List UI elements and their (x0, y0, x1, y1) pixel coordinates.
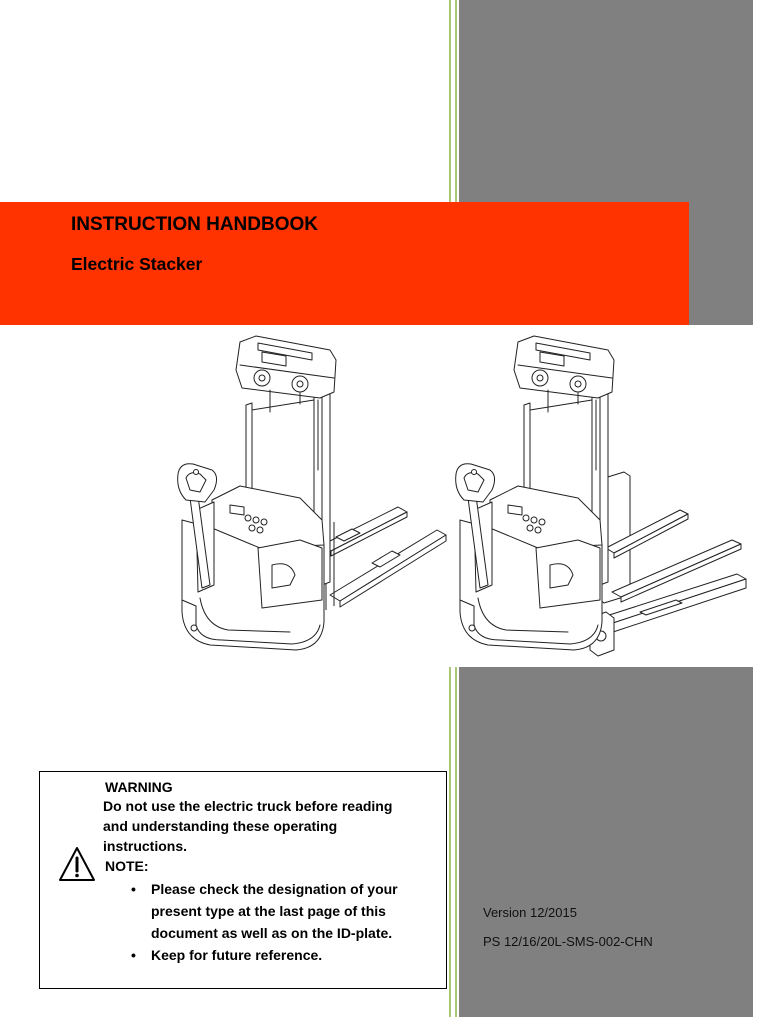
document-title: INSTRUCTION HANDBOOK (71, 214, 318, 235)
list-item (151, 878, 398, 944)
warning-title: WARNING (105, 779, 173, 795)
warning-text (103, 796, 392, 856)
green-rule (455, 667, 457, 1017)
warning-triangle-icon (58, 846, 96, 882)
green-rule (449, 667, 451, 1017)
warning-line: instructions. (103, 838, 188, 854)
warning-line: and understanding these operating (103, 818, 338, 834)
green-rule (455, 0, 457, 202)
document-subtitle: Electric Stacker (71, 254, 203, 274)
note-list (151, 878, 398, 966)
warning-line: Do not use the electric truck before reading (103, 798, 393, 814)
green-rule (449, 0, 451, 202)
note-label: NOTE: (105, 858, 149, 874)
warning-box (39, 771, 447, 989)
forks (322, 507, 446, 610)
list-item-line: • Please check the designation of your (151, 881, 398, 897)
forks (590, 472, 746, 656)
gray-panel-bottom (459, 667, 753, 1017)
document-code: PS 12/16/20L-SMS-002-CHN (483, 934, 653, 949)
list-item (151, 944, 398, 966)
list-item-line: present type at the last page of this (151, 903, 386, 919)
version-label: Version 12/2015 (483, 905, 577, 920)
list-item-line: • Keep for future reference. (151, 947, 323, 963)
stacker-illustrations (160, 330, 760, 665)
stacker-illustration-right (456, 336, 746, 656)
stacker-illustration-left (178, 336, 446, 650)
list-item-line: document as well as on the ID-plate. (151, 925, 393, 941)
